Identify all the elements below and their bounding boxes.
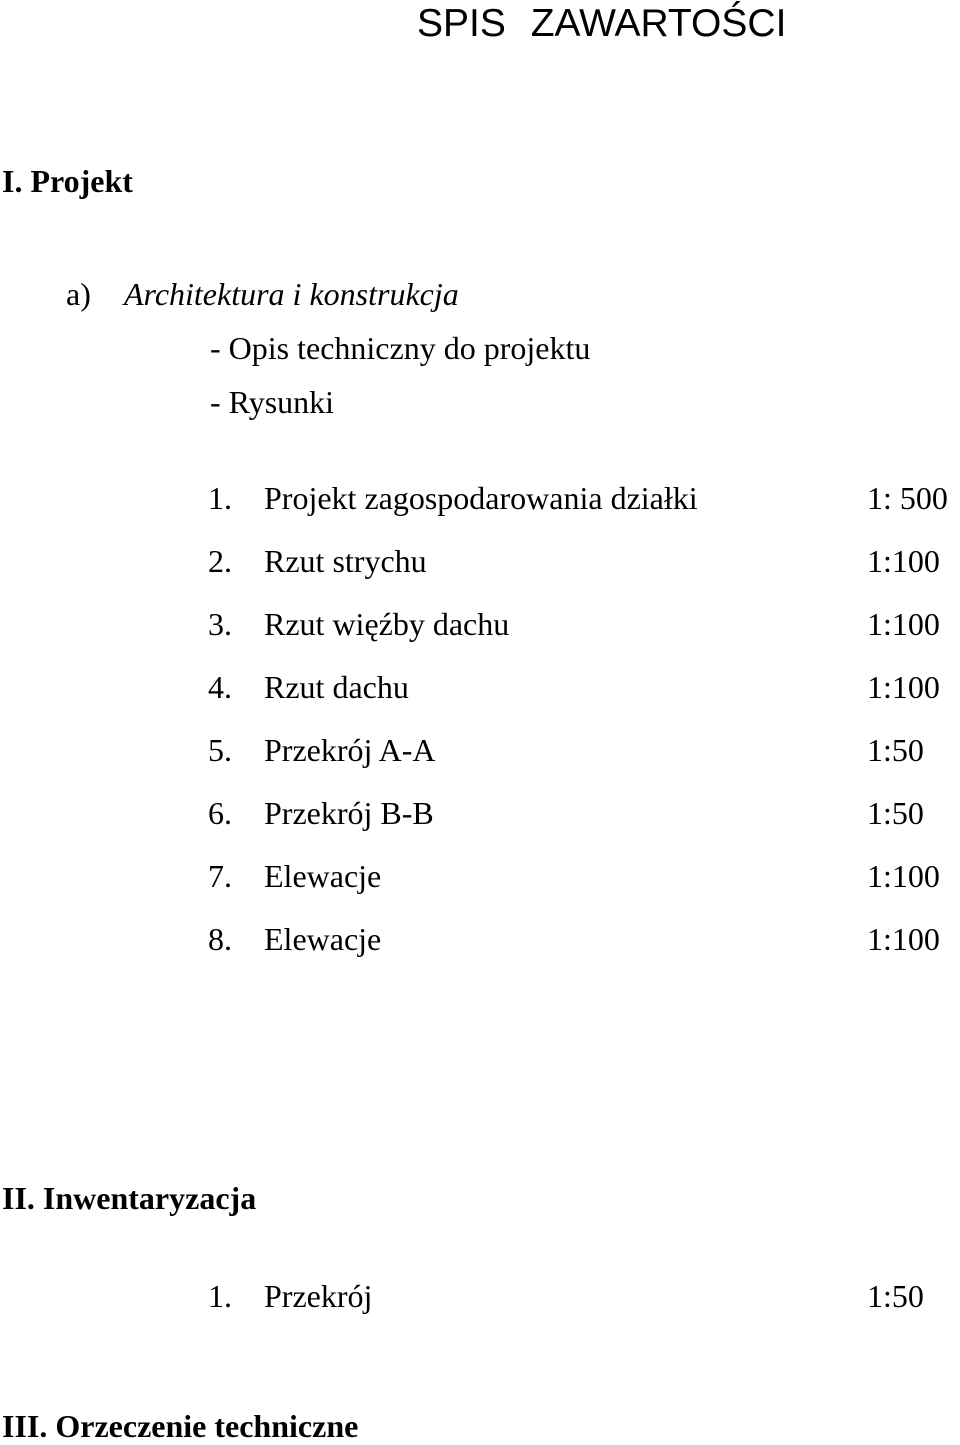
drawing-scale: 1:100: [867, 858, 940, 894]
drawing-number: 1.: [208, 480, 232, 516]
drawing-name: Projekt zagospodarowania działki: [264, 480, 698, 516]
drawing-row: [0, 1278, 960, 1318]
subsection-title: Architektura i konstrukcja: [124, 276, 459, 312]
drawing-scale: 1:50: [867, 795, 924, 831]
drawing-scale: 1:50: [867, 1278, 924, 1314]
drawing-number: 2.: [208, 543, 232, 579]
drawing-name: Rzut strychu: [264, 543, 427, 579]
bullet-rysunki: - Rysunki: [210, 384, 335, 420]
bullet-opis-techniczny: - Opis techniczny do projektu: [210, 330, 591, 366]
drawing-name: Przekrój: [264, 1278, 373, 1314]
drawing-row: [0, 921, 960, 961]
drawing-name: Rzut więźby dachu: [264, 606, 510, 642]
drawing-scale: 1:50: [867, 732, 924, 768]
drawing-row: [0, 669, 960, 709]
section-heading-projekt: I. Projekt: [2, 163, 133, 199]
drawing-scale: 1:100: [867, 669, 940, 705]
drawing-number: 6.: [208, 795, 232, 831]
subsection-marker: a): [66, 276, 91, 312]
section-heading-orzeczenie: III. Orzeczenie techniczne: [2, 1408, 359, 1444]
drawing-row: [0, 480, 960, 520]
document-title: SPIS ZAWARTOŚCI: [417, 2, 787, 45]
drawing-name: Elewacje: [264, 921, 382, 957]
drawing-scale: 1:100: [867, 543, 940, 579]
drawing-row: [0, 606, 960, 646]
drawing-number: 4.: [208, 669, 232, 705]
drawing-row: [0, 795, 960, 835]
drawing-number: 8.: [208, 921, 232, 957]
drawing-row: [0, 732, 960, 772]
drawing-number: 5.: [208, 732, 232, 768]
section-heading-inwentaryzacja: II. Inwentaryzacja: [2, 1180, 257, 1216]
drawing-row: [0, 858, 960, 898]
drawing-scale: 1: 500: [867, 480, 948, 516]
drawing-name: Przekrój B-B: [264, 795, 434, 831]
drawing-row: [0, 543, 960, 583]
drawing-name: Przekrój A-A: [264, 732, 436, 768]
drawing-number: 1.: [208, 1278, 232, 1314]
drawing-name: Elewacje: [264, 858, 382, 894]
drawing-number: 3.: [208, 606, 232, 642]
drawing-number: 7.: [208, 858, 232, 894]
drawing-scale: 1:100: [867, 606, 940, 642]
drawing-name: Rzut dachu: [264, 669, 409, 705]
drawing-scale: 1:100: [867, 921, 940, 957]
